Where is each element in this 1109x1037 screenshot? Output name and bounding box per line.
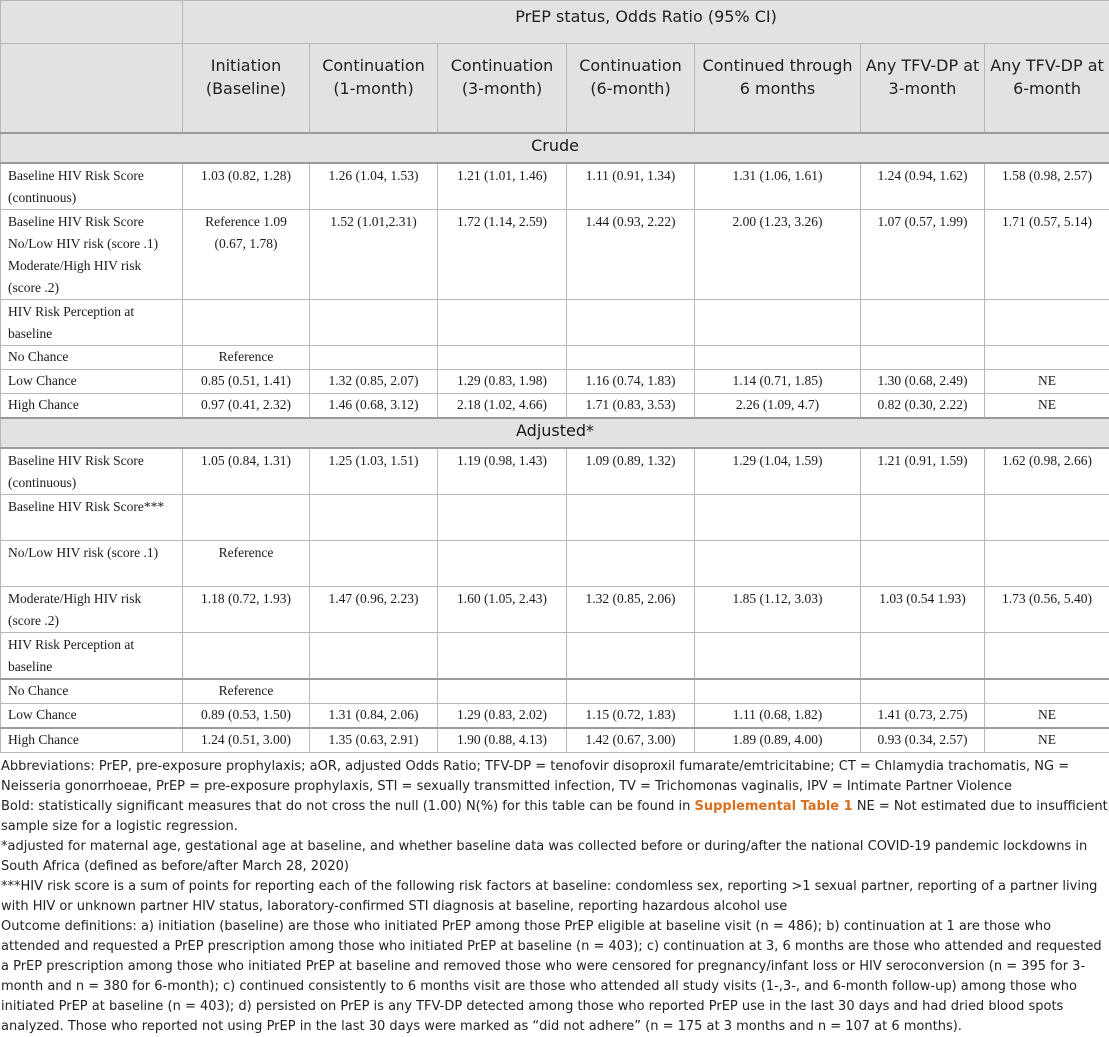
table-cell <box>438 346 567 370</box>
table-cell: 1.42 (0.67, 3.00) <box>567 728 695 753</box>
table-cell: 1.32 (0.85, 2.06) <box>567 587 695 633</box>
table-cell: 1.21 (0.91, 1.59) <box>861 448 985 495</box>
table-cell: 0.85 (0.51, 1.41) <box>183 370 310 394</box>
column-header: Initiation (Baseline) <box>183 44 310 134</box>
table-cell: 1.47 (0.96, 2.23) <box>310 587 438 633</box>
table-cell <box>438 633 567 680</box>
bold-note-text: Bold: statistically significant measures that do not cross the null (1.00) N(%) for this table can be found in <box>1 799 691 814</box>
table-cell <box>861 346 985 370</box>
column-header: Any TFV-DP at 3-month <box>861 44 985 134</box>
table-cell: Reference <box>183 346 310 370</box>
table-cell: 1.46 (0.68, 3.12) <box>310 394 438 419</box>
risk-score-footnote: ***HIV risk score is a sum of points for reporting each of the following risk factors at baseline: condomless sex, reporting >1 sexual partner, reporting of a partner living with HIV or unknown partner HIV status, laboratory-confirmed STI diagnosis at baseline, reporting hazardous alcohol use <box>1 879 1098 914</box>
table-cell <box>310 679 438 704</box>
table-cell: 1.07 (0.57, 1.99) <box>861 210 985 300</box>
table-cell: 1.32 (0.85, 2.07) <box>310 370 438 394</box>
table-cell: 1.05 (0.84, 1.31) <box>183 448 310 495</box>
row-label: Baseline HIV Risk Score (continuous) <box>1 163 183 210</box>
table-cell <box>310 495 438 541</box>
table-cell <box>695 679 861 704</box>
adjusted-footnote: *adjusted for maternal age, gestational age at baseline, and whether baseline data was collected before or during/after the national COVID-19 pandemic lockdowns in South Africa (defined as before/after March 28, 2020) <box>1 839 1088 874</box>
section-header-crude: Crude <box>1 133 1109 163</box>
table-cell: 1.60 (1.05, 2.43) <box>438 587 567 633</box>
table-cell: 1.24 (0.51, 3.00) <box>183 728 310 753</box>
table-cell <box>695 541 861 587</box>
table-cell <box>695 495 861 541</box>
table-cell <box>985 495 1109 541</box>
header-corner <box>1 1 183 44</box>
row-label: Low Chance <box>1 704 183 729</box>
table-cell <box>695 633 861 680</box>
row-label: Moderate/High HIV risk (score .2) <box>1 587 183 633</box>
table-cell: NE <box>985 370 1109 394</box>
row-label: High Chance <box>1 728 183 753</box>
table-cell: 1.29 (0.83, 2.02) <box>438 704 567 729</box>
row-label: HIV Risk Perception at baseline <box>1 633 183 680</box>
table-cell: 1.58 (0.98, 2.57) <box>985 163 1109 210</box>
table-cell: 2.18 (1.02, 4.66) <box>438 394 567 419</box>
table-cell: 1.85 (1.12, 3.03) <box>695 587 861 633</box>
table-cell <box>985 300 1109 346</box>
table-cell: 1.19 (0.98, 1.43) <box>438 448 567 495</box>
row-label: Baseline HIV Risk Score*** <box>1 495 183 541</box>
table-cell <box>183 633 310 680</box>
row-label: No Chance <box>1 346 183 370</box>
row-label: Baseline HIV Risk Score No/Low HIV risk (score .1) Moderate/High HIV risk (score .2) <box>1 210 183 300</box>
section-header-adjusted: Adjusted* <box>1 418 1109 448</box>
table-cell: 2.26 (1.09, 4.7) <box>695 394 861 419</box>
table-cell: 1.11 (0.68, 1.82) <box>695 704 861 729</box>
header-corner-2 <box>1 44 183 134</box>
table-cell: 1.62 (0.98, 2.66) <box>985 448 1109 495</box>
table-cell <box>438 541 567 587</box>
table-cell: Reference <box>183 541 310 587</box>
column-header: Continuation (6-month) <box>567 44 695 134</box>
table-cell: 0.82 (0.30, 2.22) <box>861 394 985 419</box>
table-cell: 1.72 (1.14, 2.59) <box>438 210 567 300</box>
table-cell <box>861 300 985 346</box>
table-cell: 1.11 (0.91, 1.34) <box>567 163 695 210</box>
table-cell: 1.71 (0.57, 5.14) <box>985 210 1109 300</box>
table-cell: 0.89 (0.53, 1.50) <box>183 704 310 729</box>
row-label: Low Chance <box>1 370 183 394</box>
column-header: Continuation (3-month) <box>438 44 567 134</box>
table-cell: 1.41 (0.73, 2.75) <box>861 704 985 729</box>
row-label: No Chance <box>1 679 183 704</box>
table-cell <box>695 300 861 346</box>
table-cell <box>861 541 985 587</box>
table-cell: Reference <box>183 679 310 704</box>
bold-note <box>1 797 1109 837</box>
table-cell: 1.21 (1.01, 1.46) <box>438 163 567 210</box>
outcome-definitions: Outcome definitions: a) initiation (baseline) are those who initiated PrEP among those PrEP eligible at baseline visit (n = 486); b) continuation at 1 are those who attended and requested a PrEP prescription among those who initiated PrEP at baseline (n = 403); c) continuation at 3, 6 months are those who attended and requested a PrEP prescription among those who initiated PrEP at baseline and removed those who were censored for pregnancy/infant loss or HIV seroconversion (n = 395 for 3-month and n = 380 for 6-month); c) continued consistently to 6 months visit are those who attended all study visits (1-,3-, and 6-month follow-up) among those who initiated PrEP at baseline (n = 403); d) persisted on PrEP is any TFV-DP detected among those who reported PrEP use in the last 30 days and had dried blood spots analyzed. Those who reported not using PrEP in the last 30 days were marked as “did not adhere” (n = 175 at 3 months and n = 107 at 6 months). <box>1 919 1102 1034</box>
table-cell: NE <box>985 704 1109 729</box>
table-cell: 1.89 (0.89, 4.00) <box>695 728 861 753</box>
table-cell: 1.16 (0.74, 1.83) <box>567 370 695 394</box>
table-cell <box>438 495 567 541</box>
table-cell: 1.44 (0.93, 2.22) <box>567 210 695 300</box>
supplemental-table-link[interactable]: Supplemental Table 1 <box>694 799 853 814</box>
abbreviations-note: Abbreviations: PrEP, pre-exposure prophylaxis; aOR, adjusted Odds Ratio; TFV-DP = tenofovir disoproxil fumarate/emtricitabine; CT = Chlamydia trachomatis, NG = Neisseria gonorrhoeae, PrEP = pre-exposure prophylaxis, STI = sexually transmitted infection, TV = Trichomonas vaginalis, IPV = Intimate Partner Violence <box>1 759 1070 794</box>
table-cell: 1.18 (0.72, 1.93) <box>183 587 310 633</box>
table-cell <box>310 541 438 587</box>
table-cell: 1.09 (0.89, 1.32) <box>567 448 695 495</box>
table-cell <box>861 633 985 680</box>
table-cell <box>567 633 695 680</box>
table-cell <box>985 346 1109 370</box>
table-cell: 1.52 (1.01,2.31) <box>310 210 438 300</box>
table-cell: 1.24 (0.94, 1.62) <box>861 163 985 210</box>
table-cell <box>183 300 310 346</box>
table-cell: 1.30 (0.68, 2.49) <box>861 370 985 394</box>
table-cell: 1.15 (0.72, 1.83) <box>567 704 695 729</box>
table-cell: 1.03 (0.82, 1.28) <box>183 163 310 210</box>
table-cell: NE <box>985 728 1109 753</box>
table-cell <box>567 541 695 587</box>
table-cell <box>183 495 310 541</box>
table-cell <box>985 679 1109 704</box>
table-cell: 1.31 (1.06, 1.61) <box>695 163 861 210</box>
table-cell: 1.90 (0.88, 4.13) <box>438 728 567 753</box>
table-cell: 1.14 (0.71, 1.85) <box>695 370 861 394</box>
table-cell: 1.35 (0.63, 2.91) <box>310 728 438 753</box>
row-label: No/Low HIV risk (score .1) <box>1 541 183 587</box>
table-cell <box>438 300 567 346</box>
row-label: High Chance <box>1 394 183 419</box>
column-header: Any TFV-DP at 6-month <box>985 44 1109 134</box>
table-footnotes <box>0 753 1109 1037</box>
table-cell <box>985 633 1109 680</box>
group-header: PrEP status, Odds Ratio (95% CI) <box>183 1 1109 44</box>
table-cell <box>438 679 567 704</box>
table-cell <box>567 300 695 346</box>
table-cell: 0.97 (0.41, 2.32) <box>183 394 310 419</box>
table-cell <box>695 346 861 370</box>
table-cell: 1.29 (1.04, 1.59) <box>695 448 861 495</box>
row-label: HIV Risk Perception at baseline <box>1 300 183 346</box>
table-cell <box>861 679 985 704</box>
table-cell <box>567 679 695 704</box>
column-header: Continuation (1-month) <box>310 44 438 134</box>
table-cell <box>861 495 985 541</box>
table-cell: 1.03 (0.54 1.93) <box>861 587 985 633</box>
table-cell: 1.29 (0.83, 1.98) <box>438 370 567 394</box>
row-label: Baseline HIV Risk Score (continuous) <box>1 448 183 495</box>
table-cell: 2.00 (1.23, 3.26) <box>695 210 861 300</box>
table-cell <box>310 300 438 346</box>
table-cell <box>567 346 695 370</box>
table-cell: 1.71 (0.83, 3.53) <box>567 394 695 419</box>
table-cell: 1.31 (0.84, 2.06) <box>310 704 438 729</box>
table-cell: NE <box>985 394 1109 419</box>
table-cell <box>567 495 695 541</box>
table-cell: Reference 1.09 (0.67, 1.78) <box>183 210 310 300</box>
table-cell <box>985 541 1109 587</box>
table-cell: 1.26 (1.04, 1.53) <box>310 163 438 210</box>
table-cell: 1.25 (1.03, 1.51) <box>310 448 438 495</box>
table-cell <box>310 346 438 370</box>
column-header: Continued through 6 months <box>695 44 861 134</box>
table-cell: 0.93 (0.34, 2.57) <box>861 728 985 753</box>
table-cell: 1.73 (0.56, 5.40) <box>985 587 1109 633</box>
not-estimated-note: NE = Not estimated due to insufficient sample size for a logistic regression. <box>1 799 1108 834</box>
table-cell <box>310 633 438 680</box>
